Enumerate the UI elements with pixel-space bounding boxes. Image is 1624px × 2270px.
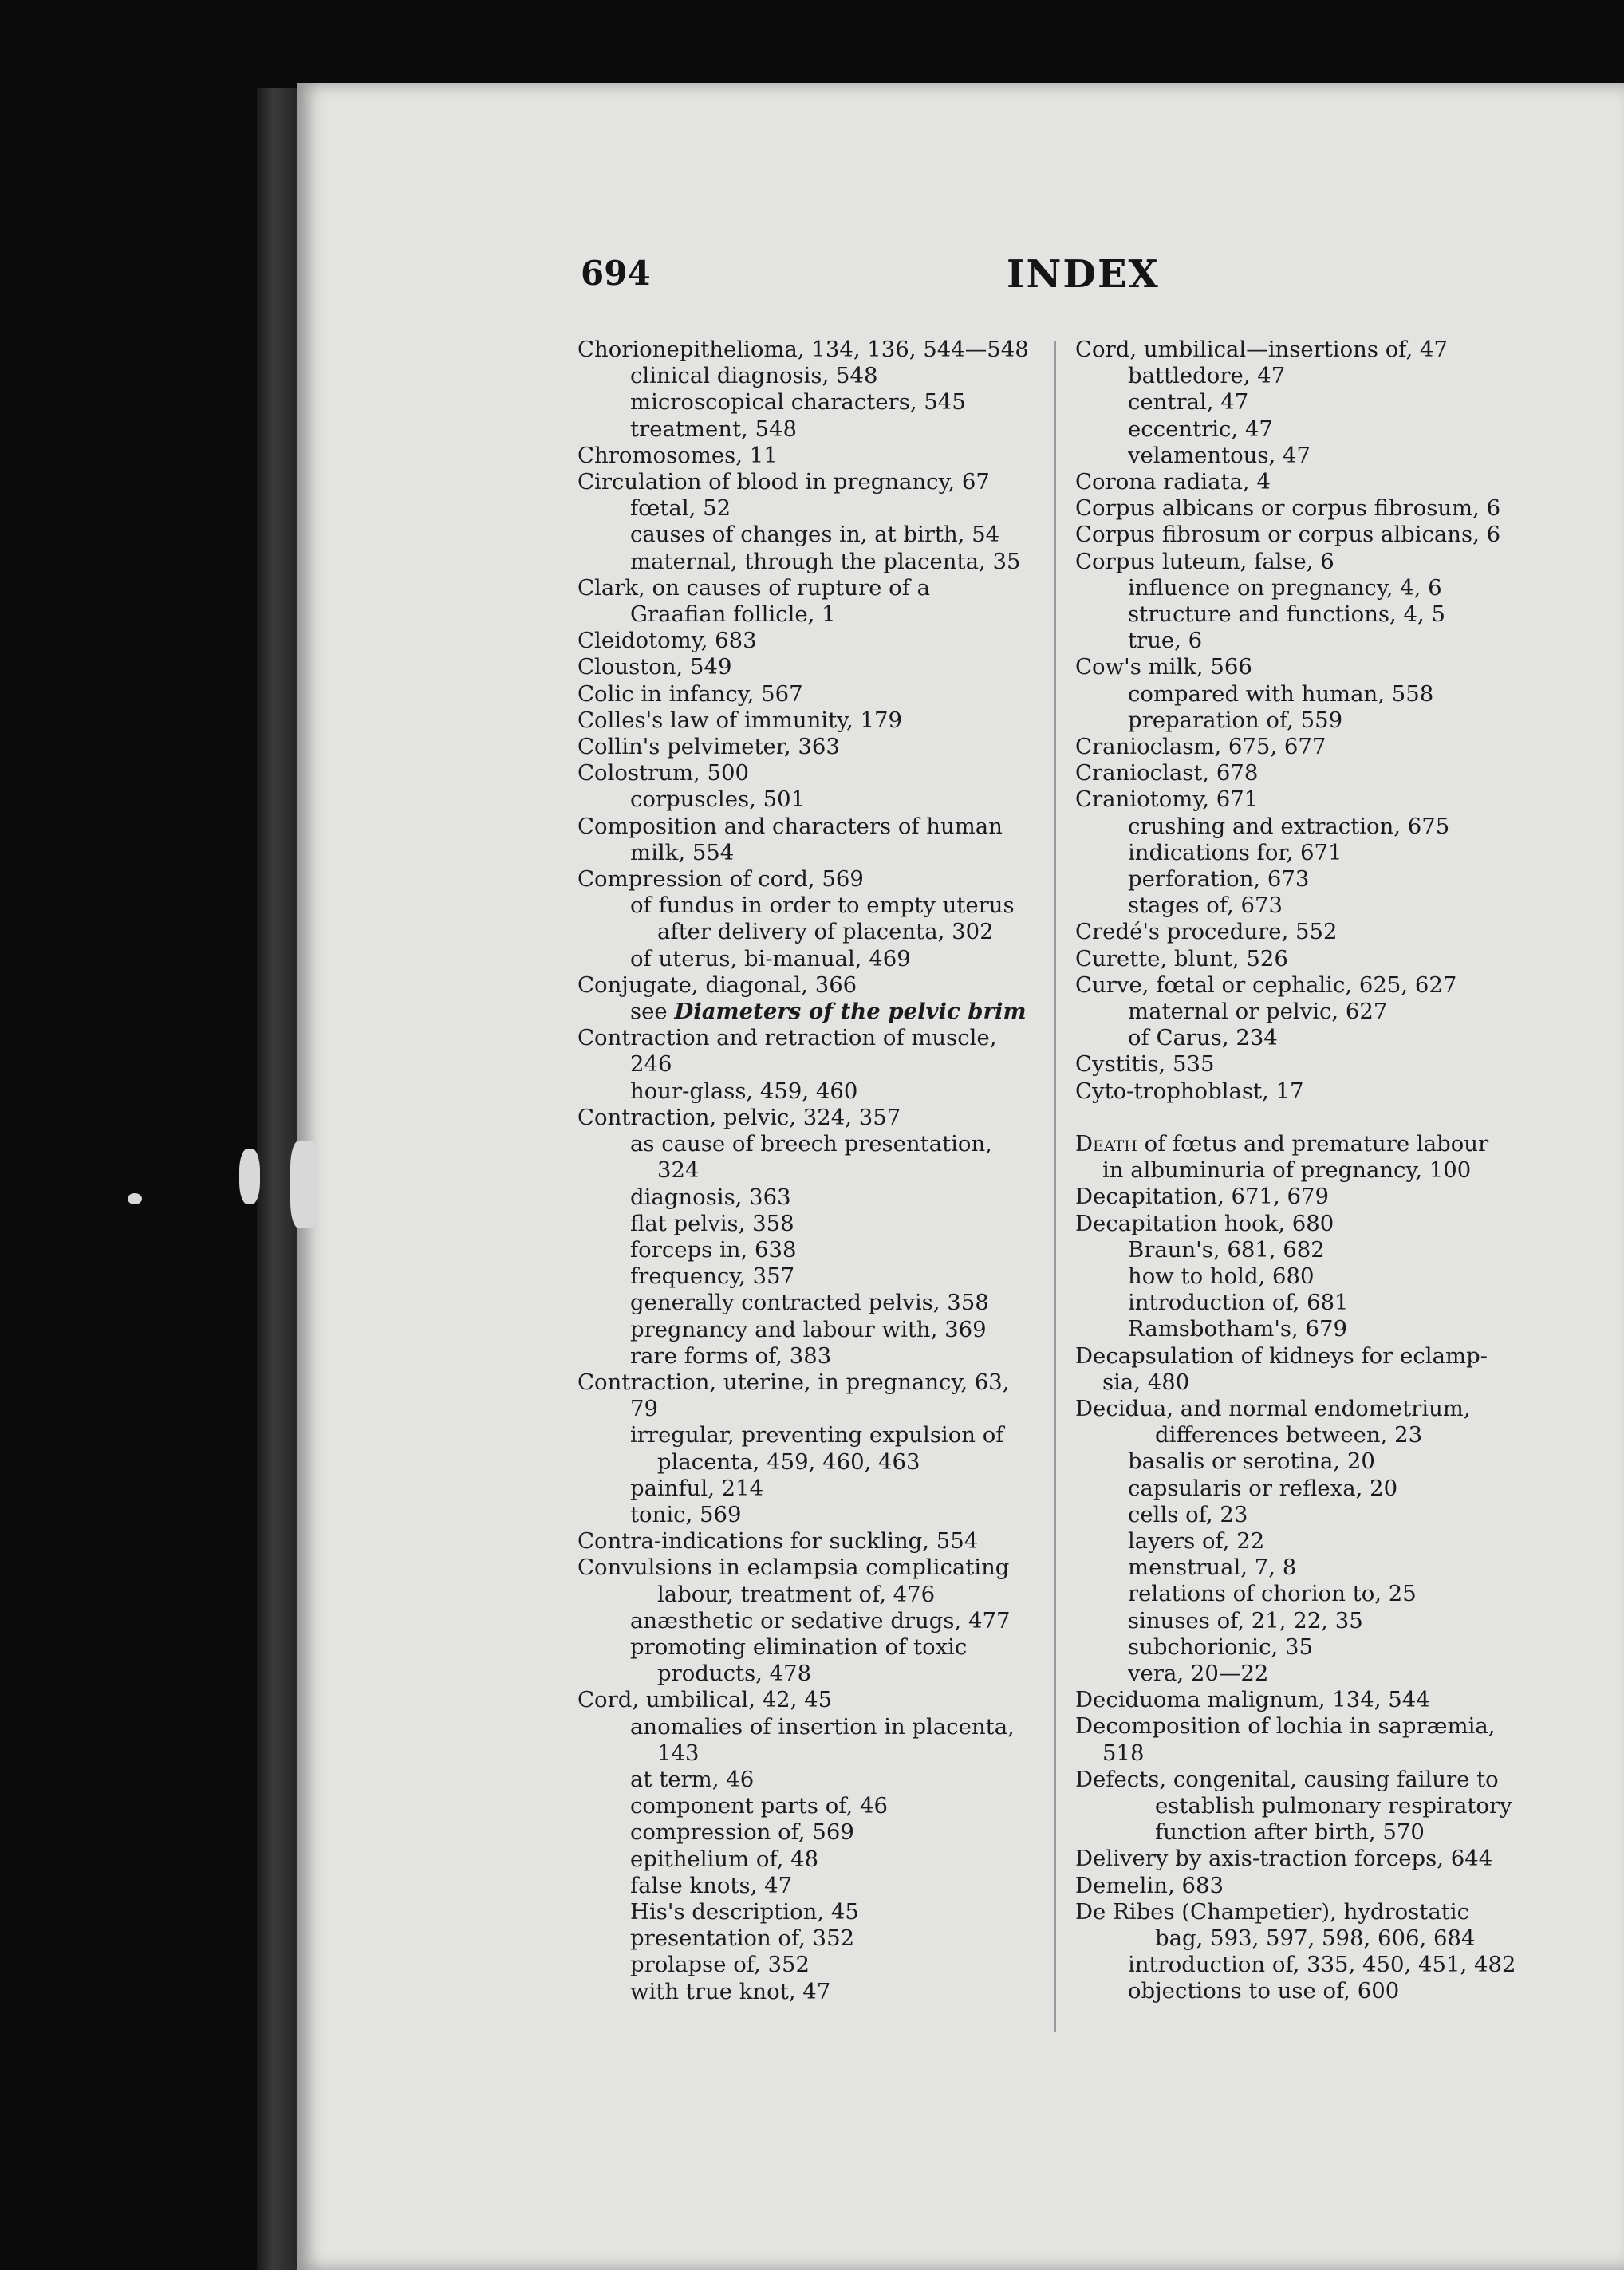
index-text: Defects, congenital, causing failure to [1075,1766,1499,1792]
index-text: Clouston, 549 [577,654,732,680]
page-damage-speck [290,1141,319,1228]
index-text: after delivery of placenta, 302 [657,919,994,945]
index-subentry [577,1184,1040,1211]
index-text: tonic, 569 [630,1501,742,1527]
index-text: compared with human, 558 [1128,680,1434,707]
index-subentry [577,999,1040,1025]
index-entry [577,469,1040,495]
index-text: Ramsbotham's, 679 [1128,1316,1347,1342]
page-damage-speck [128,1193,142,1204]
index-entry [577,1687,1040,1713]
index-subentry [1075,1422,1536,1448]
index-entry [577,760,1040,786]
index-entry [577,1369,1040,1396]
index-text: with true knot, 47 [630,1978,831,2004]
index-entry [1075,919,1536,945]
index-subentry [577,1793,1040,1819]
index-text: clinical diagnosis, 548 [630,363,878,389]
index-entry [1075,654,1536,680]
index-text: Composition and characters of human [577,813,1003,839]
index-subentry [1075,1608,1536,1634]
cross-reference: Diameters of the pelvic brim [674,999,1027,1025]
index-text: His's description, 45 [630,1898,859,1925]
index-subentry [1075,1555,1536,1581]
index-text: Corpus albicans or corpus fibrosum, 6 [1075,495,1501,522]
page-number: 694 [581,254,651,293]
index-subentry [577,1661,1040,1687]
index-text: Decomposition of lochia in sapræmia, [1075,1713,1496,1740]
index-subentry [577,1317,1040,1343]
index-text: Compression of cord, 569 [577,866,864,893]
index-subentry [577,601,1040,628]
index-subentry [1075,1661,1536,1687]
index-subentry [577,1979,1040,2005]
index-text: differences between, 23 [1155,1422,1423,1448]
index-text: De Ribes (Champetier), hydrostatic [1075,1898,1469,1925]
index-text: Clark, on causes of rupture of a [577,574,931,601]
index-text: 324 [657,1157,700,1184]
index-text: Decidua, and normal endometrium, [1075,1395,1471,1421]
index-text: pregnancy and labour with, 369 [630,1316,987,1342]
index-text: Cow's milk, 566 [1075,654,1252,680]
index-subentry [1075,1528,1536,1555]
index-text: component parts of, 46 [630,1793,888,1819]
index-subentry [577,893,1040,919]
index-subentry [577,1131,1040,1157]
index-text: establish pulmonary respiratory [1155,1792,1512,1819]
index-text: Conjugate, diagonal, 366 [577,971,857,998]
index-text: Braun's, 681, 682 [1128,1236,1325,1263]
index-text: in albuminuria of pregnancy, 100 [1102,1157,1472,1184]
index-subentry [1075,1448,1536,1475]
index-text: as cause of breech presentation, [630,1131,992,1157]
index-subentry [577,549,1040,575]
index-text: hour-glass, 459, 460 [630,1078,858,1104]
index-entry [1075,1846,1536,1872]
index-text: maternal, through the placenta, 35 [630,548,1021,574]
index-entry [577,1105,1040,1131]
index-subentry [577,1263,1040,1290]
index-entry [1075,1713,1536,1740]
index-text: prolapse of, 352 [630,1952,810,1978]
index-text: microscopical characters, 545 [630,389,966,416]
index-text: Curette, blunt, 526 [1075,945,1288,971]
index-subentry [1075,840,1536,866]
index-subentry [577,1502,1040,1528]
index-text: Corpus fibrosum or corpus albicans, 6 [1075,522,1501,548]
running-head: INDEX [1007,252,1160,297]
index-text: painful, 214 [630,1475,764,1501]
index-gap [1075,1105,1536,1131]
index-text: bag, 593, 597, 598, 606, 684 [1155,1925,1476,1951]
index-entry [1075,1078,1536,1105]
index-text: Colostrum, 500 [577,760,750,786]
index-entry [1075,469,1536,495]
index-entry [577,1528,1040,1555]
index-subentry [577,416,1040,443]
index-subentry [577,1237,1040,1263]
index-text: Demelin, 683 [1075,1872,1224,1898]
index-entry [577,654,1040,680]
index-text: Contra-indications for suckling, 554 [577,1528,979,1555]
index-subentry [1075,999,1536,1025]
index-subentry [1075,681,1536,707]
index-text: Cleidotomy, 683 [577,628,757,654]
index-subentry [1075,1978,1536,2004]
index-text: Decapitation hook, 680 [1075,1210,1334,1236]
index-entry [577,681,1040,707]
index-column-right [1075,337,1536,2005]
index-subentry [577,1078,1040,1105]
index-text: Corona radiata, 4 [1075,469,1271,495]
index-text: introduction of, 335, 450, 451, 482 [1128,1952,1516,1978]
index-subentry [577,1846,1040,1873]
index-subentry [577,1873,1040,1899]
index-subentry [577,946,1040,972]
index-text: compression of, 569 [630,1819,854,1846]
index-text: false knots, 47 [630,1872,793,1898]
index-subentry [577,1051,1040,1078]
index-text: rare forms of, 383 [630,1342,832,1369]
index-text: flat pelvis, 358 [630,1210,794,1236]
index-entry [1075,1131,1536,1157]
index-text: Curve, fœtal or cephalic, 625, 627 [1075,971,1457,998]
index-text: cells of, 23 [1128,1501,1248,1527]
index-entry [577,1025,1040,1051]
index-text: Cystitis, 535 [1075,1051,1215,1078]
index-subentry [1075,1237,1536,1263]
index-subentry [1075,1369,1536,1396]
index-text: Cranioclast, 678 [1075,760,1259,786]
index-subentry [1075,866,1536,893]
index-text: generally contracted pelvis, 358 [630,1290,989,1316]
index-subentry [577,1290,1040,1316]
index-text: Chorionepithelioma, 134, 136, 544—548 [577,337,1029,362]
index-text: at term, 46 [630,1766,755,1792]
index-subentry [577,1476,1040,1502]
index-entry [1075,495,1536,522]
index-subentry [1075,1634,1536,1661]
index-subentry [577,1396,1040,1422]
index-text: Craniotomy, 671 [1075,786,1259,813]
index-text: milk, 554 [630,839,735,865]
index-text: true, 6 [1128,628,1203,654]
index-subentry [1075,443,1536,469]
index-text: labour, treatment of, 476 [657,1581,936,1607]
index-text: 246 [630,1051,672,1078]
index-subentry [577,495,1040,522]
index-text: Delivery by axis-traction forceps, 644 [1075,1846,1493,1872]
index-text: battledore, 47 [1128,363,1286,389]
page-damage-speck [239,1149,260,1204]
index-subentry [577,1819,1040,1846]
index-text: of fœtus and premature labour [1137,1130,1489,1157]
index-text: corpuscles, 501 [630,786,806,813]
index-text: Graafian follicle, 1 [630,601,836,628]
index-column-left [577,337,1040,2005]
index-text: menstrual, 7, 8 [1128,1555,1297,1581]
column-divider [1054,341,1056,2032]
index-text: Cranioclasm, 675, 677 [1075,734,1326,760]
index-subentry [1075,1952,1536,1978]
index-entry [1075,760,1536,786]
index-entry [1075,1184,1536,1210]
index-text: subchorionic, 35 [1128,1634,1313,1660]
index-subentry [1075,1581,1536,1607]
index-text: 79 [630,1396,658,1422]
index-entry [577,972,1040,999]
index-entry [1075,549,1536,575]
index-entry [577,575,1040,601]
index-text: Cyto-trophoblast, 17 [1075,1078,1304,1104]
index-text: anæsthetic or sedative drugs, 477 [630,1607,1011,1634]
index-entry [577,628,1040,654]
index-subentry [1075,1502,1536,1528]
index-text: Contraction, pelvic, 324, 357 [577,1104,901,1130]
index-subentry [1075,1819,1536,1846]
index-text: Colic in infancy, 567 [577,680,803,707]
index-subentry [577,1211,1040,1237]
index-entry [1075,1899,1536,1925]
index-entry [577,814,1040,840]
index-text: stages of, 673 [1128,893,1283,919]
index-subentry [1075,416,1536,443]
index-subentry [577,1582,1040,1608]
index-text: how to hold, 680 [1128,1263,1315,1289]
index-subentry [1075,1290,1536,1316]
index-subentry [577,1767,1040,1793]
index-text: indications for, 671 [1128,839,1342,865]
index-text: Collin's pelvimeter, 363 [577,734,840,760]
index-subentry [577,840,1040,866]
index-text: epithelium of, 48 [630,1846,819,1872]
index-subentry [577,1157,1040,1184]
index-subentry [1075,363,1536,389]
index-entry [577,866,1040,893]
index-subentry [1075,1476,1536,1502]
index-text: placenta, 459, 460, 463 [657,1448,920,1475]
index-text: Colles's law of immunity, 179 [577,707,903,733]
index-text: Credé's procedure, 552 [1075,919,1338,945]
index-subentry [1075,707,1536,734]
index-text: Decapitation, 671, 679 [1075,1184,1330,1210]
index-subentry [577,919,1040,945]
index-entry [1075,1687,1536,1713]
index-subentry [1075,1157,1536,1184]
index-text: introduction of, 681 [1128,1290,1349,1316]
index-text: sia, 480 [1102,1369,1190,1395]
index-text: perforation, 673 [1128,866,1310,893]
index-text: treatment, 548 [630,416,798,442]
index-subentry [1075,1740,1536,1767]
index-text: Chromosomes, 11 [577,442,778,468]
index-text: capsularis or reflexa, 20 [1128,1475,1398,1501]
index-text: 143 [657,1740,700,1766]
index-subentry [577,1343,1040,1369]
index-entry [1075,1767,1536,1793]
index-entry [1075,1343,1536,1369]
index-text: of Carus, 234 [1128,1025,1278,1051]
index-subentry [1075,1925,1536,1952]
index-entry [577,734,1040,760]
index-text: objections to use of, 600 [1128,1978,1400,2004]
index-text: function after birth, 570 [1155,1819,1425,1846]
index-text: 518 [1102,1740,1145,1766]
index-subentry [1075,814,1536,840]
index-subentry [577,1952,1040,1978]
index-subentry [577,522,1040,548]
index-subentry [577,389,1040,416]
index-text: promoting elimination of toxic [630,1634,968,1660]
index-text: influence on pregnancy, 4, 6 [1128,574,1442,601]
index-text: velamentous, 47 [1128,442,1311,468]
index-entry [1075,786,1536,813]
index-entry [1075,1051,1536,1078]
index-subentry [577,1925,1040,1952]
index-text: of uterus, bi-manual, 469 [630,945,911,971]
index-subentry [1075,628,1536,654]
index-text: maternal or pelvic, 627 [1128,999,1388,1025]
index-text: fœtal, 52 [630,495,731,522]
index-text: basalis or serotina, 20 [1128,1448,1375,1475]
index-text: Deciduoma malignum, 134, 544 [1075,1687,1430,1713]
index-text: causes of changes in, at birth, 54 [630,522,1000,548]
index-text: eccentric, 47 [1128,416,1273,442]
index-text: crushing and extraction, 675 [1128,813,1450,839]
index-text: Decapsulation of kidneys for eclamp- [1075,1342,1488,1369]
index-text: see [630,999,675,1025]
index-entry [1075,337,1536,363]
index-subentry [577,1608,1040,1634]
index-entry [1075,972,1536,999]
index-text: anomalies of insertion in placenta, [630,1713,1015,1740]
index-text: vera, 20—22 [1128,1660,1269,1686]
index-text: Cord, umbilical—insertions of, 47 [1075,337,1448,362]
index-text: Contraction and retraction of muscle, [577,1025,997,1051]
index-text: diagnosis, 363 [630,1184,791,1210]
index-subentry [1075,1316,1536,1342]
index-subentry [1075,601,1536,628]
index-subentry [1075,893,1536,919]
index-subentry [1075,1263,1536,1290]
index-subentry [577,1422,1040,1448]
index-entry [1075,734,1536,760]
index-text: Convulsions in eclampsia complicating [577,1555,1010,1581]
index-subentry [577,1714,1040,1740]
index-subentry [577,1740,1040,1767]
index-entry [577,1555,1040,1581]
index-text: preparation of, 559 [1128,707,1343,733]
index-entry [1075,1211,1536,1237]
index-entry [1075,1873,1536,1899]
index-subentry [577,786,1040,813]
index-text: irregular, preventing expulsion of [630,1422,1004,1448]
index-subentry [1075,1793,1536,1819]
index-entry [577,707,1040,734]
index-text: layers of, 22 [1128,1527,1265,1554]
index-text: relations of chorion to, 25 [1128,1581,1417,1607]
index-entry [1075,1396,1536,1422]
index-text: Cord, umbilical, 42, 45 [577,1687,833,1713]
index-text: of fundus in order to empty uterus [630,893,1015,919]
index-entry [577,337,1040,363]
index-subentry [577,1899,1040,1925]
index-entry [1075,946,1536,972]
index-text: structure and functions, 4, 5 [1128,601,1445,628]
index-text: sinuses of, 21, 22, 35 [1128,1607,1363,1634]
index-text: Contraction, uterine, in pregnancy, 63, [577,1369,1010,1395]
index-subentry [1075,575,1536,601]
index-entry [1075,522,1536,548]
index-text: frequency, 357 [630,1263,795,1290]
index-subentry [577,1634,1040,1661]
index-subentry [1075,1025,1536,1051]
index-subentry [577,1449,1040,1476]
index-text: central, 47 [1128,389,1249,416]
index-text: Corpus luteum, false, 6 [1075,548,1334,574]
index-text: forceps in, 638 [630,1236,797,1263]
index-subentry [1075,389,1536,416]
index-text: products, 478 [657,1661,812,1687]
index-entry [577,443,1040,469]
index-headword: Death [1075,1130,1137,1157]
index-subentry [577,363,1040,389]
index-text: presentation of, 352 [630,1925,855,1952]
index-text: Circulation of blood in pregnancy, 67 [577,469,990,495]
